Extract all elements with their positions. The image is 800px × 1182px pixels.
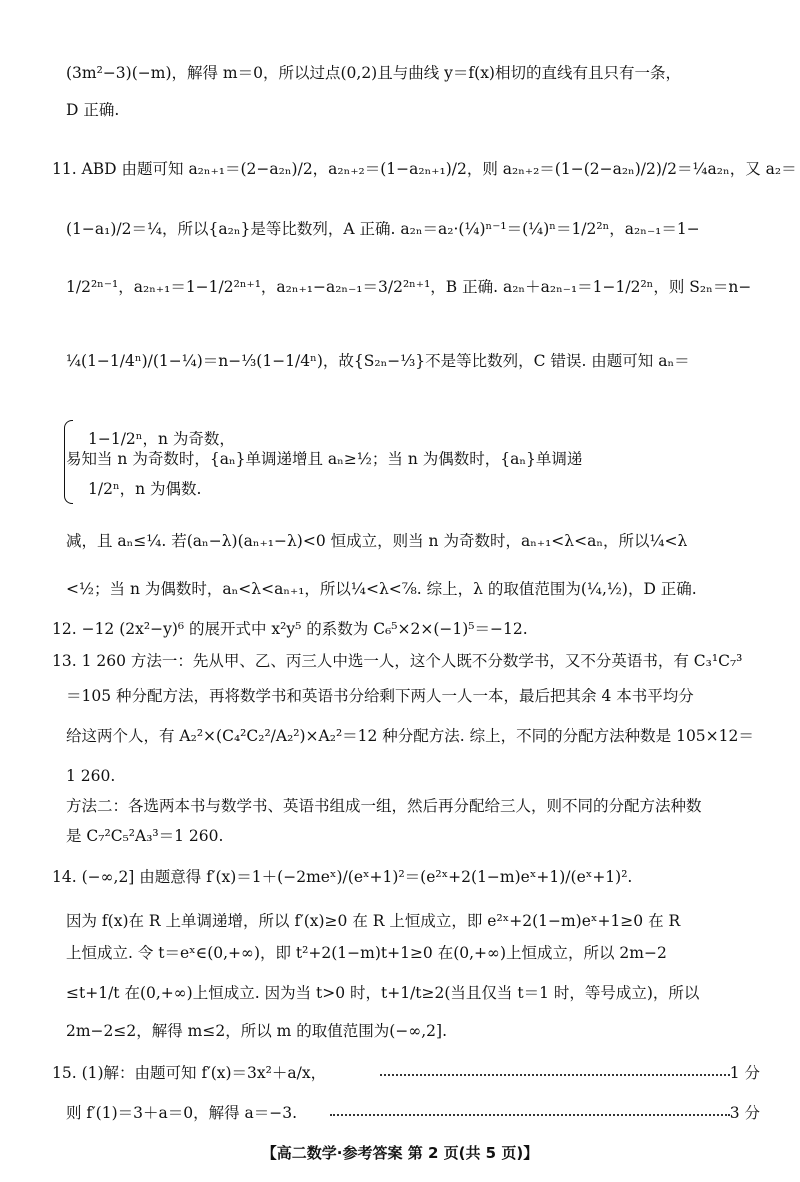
text-line-25: 则 f′(1)＝3＋a＝0，解得 a＝−3. [66, 1104, 298, 1122]
piecewise-brace [64, 420, 73, 504]
score-1: 1 分 [729, 1064, 760, 1082]
text-line-18: 是 C₇²C₅²A₃³＝1 260. [66, 827, 224, 845]
text-line-19: 14. (−∞,2] 由题意得 f′(x)＝1＋(−2meˣ)/(eˣ+1)²＝(e²ˣ+2(1−m)eˣ+1)/(eˣ+1)². [52, 868, 633, 886]
text-line-4: (1−a₁)/2＝¼，所以{a₂ₙ}是等比数列，A 正确. a₂ₙ＝a₂·(¼)ⁿ⁻¹＝(¼)ⁿ＝1/2²ⁿ，a₂ₙ₋₁＝1− [66, 220, 700, 238]
text-line-12: 12. −12 (2x²−y)⁶ 的展开式中 x²y⁵ 的系数为 C₆⁵×2×(−1)⁵＝−12. [52, 620, 528, 638]
text-line-6: ¼(1−1/4ⁿ)/(1−¼)＝n−⅓(1−1/4ⁿ)，故{S₂ₙ−⅓}不是等比数列，C 错误. 由题可知 aₙ＝ [66, 352, 690, 370]
text-line-15: 给这两个人，有 A₂²×(C₄²C₂²/A₂²)×A₂²＝12 种分配方法. 综上，不同的分配方法种数是 105×12＝ [66, 727, 754, 745]
text-line-16: 1 260. [66, 767, 116, 785]
text-line-5: 1/2²ⁿ⁻¹，a₂ₙ₊₁＝1−1/2²ⁿ⁺¹，a₂ₙ₊₁−a₂ₙ₋₁＝3/2²ⁿ⁺¹，B 正确. a₂ₙ＋a₂ₙ₋₁＝1−1/2²ⁿ，则 S₂ₙ＝n− [66, 278, 752, 296]
text-line-14: ＝105 种分配方法，再将数学书和英语书分给剩下两人一人一本，最后把其余 4 本书平均分 [66, 687, 694, 705]
text-line-9: 1/2ⁿ，n 为偶数. [88, 480, 202, 498]
text-line-8: 易知当 n 为奇数时，{aₙ}单调递增且 aₙ≥½；当 n 为偶数时，{aₙ}单调递 [66, 450, 583, 468]
page-footer: 【高二数学·参考答案 第 2 页(共 5 页)】 [261, 1144, 539, 1162]
text-line-7: 1−1/2ⁿ，n 为奇数， [88, 430, 235, 448]
text-line-17: 方法二：各选两本书与数学书、英语书组成一组，然后再分配给三人，则不同的分配方法种数 [66, 797, 702, 815]
text-line-11: <½；当 n 为偶数时，aₙ<λ<aₙ₊₁，所以¼<λ<⅞. 综上，λ 的取值范围为(¼,½)，D 正确. [66, 580, 697, 598]
text-line-13: 13. 1 260 方法一：先从甲、乙、丙三人中选一人，这个人既不分数学书，又不分英语书，有 C₃¹C₇³ [52, 652, 743, 670]
text-line-2: D 正确. [66, 101, 120, 119]
score-leader-2 [330, 1114, 730, 1116]
score-leader-1 [380, 1074, 730, 1076]
text-line-10: 减，且 aₙ≤¼. 若(aₙ−λ)(aₙ₊₁−λ)<0 恒成立，则当 n 为奇数时，aₙ₊₁<λ<aₙ，所以¼<λ [66, 532, 688, 550]
text-line-24: 15. (1)解：由题可知 f′(x)＝3x²＋a/x， [52, 1064, 327, 1082]
text-line-22: ≤t+1/t 在(0,+∞)上恒成立. 因为当 t>0 时，t+1/t≥2(当且仅当 t＝1 时，等号成立)，所以 [66, 984, 700, 1002]
text-line-23: 2m−2≤2，解得 m≤2，所以 m 的取值范围为(−∞,2]. [66, 1022, 447, 1040]
text-line-1: (3m²−3)(−m)，解得 m＝0，所以过点(0,2)且与曲线 y＝f(x)相切的直线有且只有一条， [66, 64, 681, 82]
text-line-21: 上恒成立. 令 t＝eˣ∈(0,+∞)，即 t²+2(1−m)t+1≥0 在(0,+∞)上恒成立，所以 2m−2 [66, 944, 667, 962]
text-line-20: 因为 f(x)在 R 上单调递增，所以 f′(x)≥0 在 R 上恒成立，即 e²ˣ+2(1−m)eˣ+1≥0 在 R [66, 912, 681, 930]
text-line-3: 11. ABD 由题可知 a₂ₙ₊₁＝(2−a₂ₙ)/2，a₂ₙ₊₂＝(1−a₂ₙ₊₁)/2，则 a₂ₙ₊₂＝(1−(2−a₂ₙ)/2)/2＝¼a₂ₙ，又 a₂＝ [52, 160, 797, 178]
score-2: 3 分 [729, 1104, 760, 1122]
